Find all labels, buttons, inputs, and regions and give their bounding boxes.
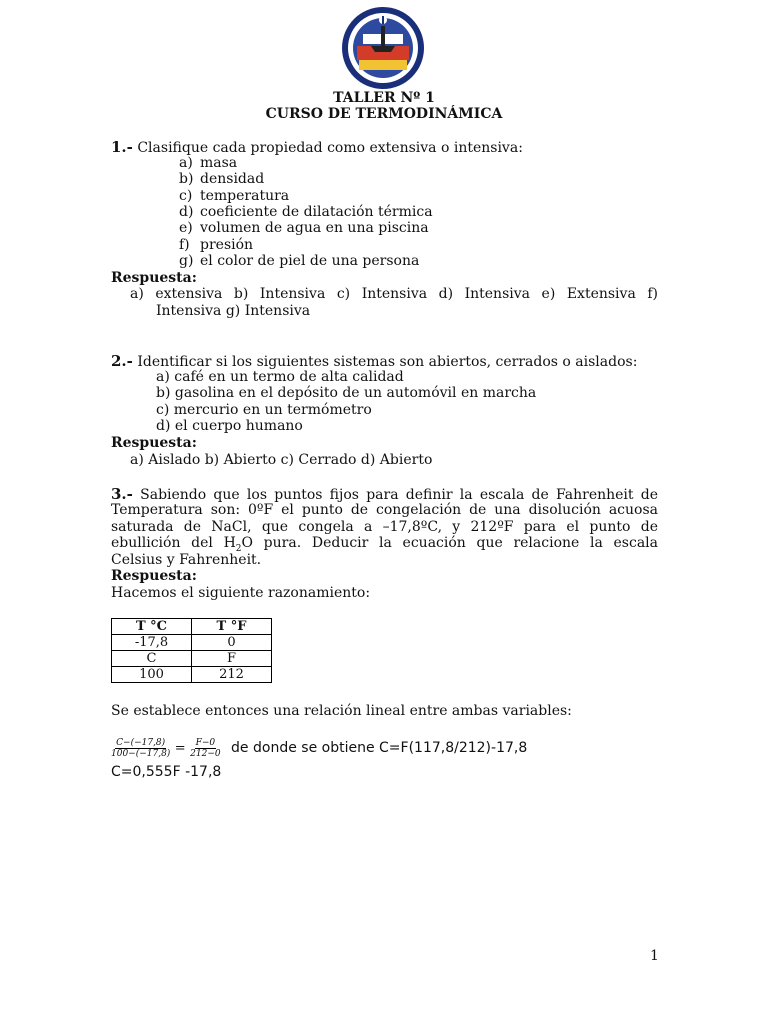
table-row (112, 635, 272, 651)
question-1-text: Clasifique cada propiedad como extensiva o intensiva: (137, 140, 523, 156)
list-item: c) mercurio en un termómetro (156, 402, 372, 418)
answer-1-line-2: Intensiva g) Intensiva (156, 303, 311, 319)
table-header-row (112, 619, 272, 635)
page-number: 1 (650, 948, 659, 964)
temperature-table (111, 618, 272, 683)
list-item: g) el color de piel de una persona (179, 253, 420, 269)
question-3-line-1: 3.- Sabiendo que los puntos fijos para definir la escala de Fahrenheit de (111, 485, 658, 503)
list-item: d) coeficiente de dilatación térmica (179, 204, 433, 220)
reasoning-text: Hacemos el siguiente razonamiento: (111, 585, 371, 601)
list-item: d) el cuerpo humano (156, 418, 303, 434)
table-cell: 212 (192, 667, 272, 683)
page-title: TALLER Nº 1 (333, 90, 435, 106)
answer-label-2: Respuesta: (111, 435, 197, 451)
fraction-fahrenheit: $\frac{F-0}{212-0}$ (190, 737, 221, 759)
table-cell: -17,8 (112, 635, 192, 651)
page-subtitle: CURSO DE TERMODINÁMICA (265, 106, 503, 122)
result-equation: C=0,555F -17,8 (111, 764, 222, 780)
derived-equation: de donde se obtiene C=F(117,8/212)-17,8 (231, 740, 528, 756)
equation: $\frac{C-(-17,8)}{100-(-17,8)}$ = $\frac{F-0}{212-0}$ de donde se obtiene C=F(117,8/212)-17,8 (111, 737, 528, 759)
question-1-number: 1.- (111, 138, 133, 156)
university-seal-logo (341, 6, 425, 90)
question-3-line-2: Temperatura son: 0ºF el punto de congelación de una disolución acuosa (111, 502, 658, 518)
question-3-line-5: Celsius y Fahrenheit. (111, 552, 262, 568)
table-row (112, 667, 272, 683)
question-2-number: 2.- (111, 352, 133, 370)
answer-label-1: Respuesta: (111, 270, 197, 286)
list-item: b) densidad (179, 171, 265, 187)
question-1 (111, 139, 523, 156)
question-2 (111, 353, 637, 370)
list-item: a) masa (179, 155, 238, 171)
table-header: T °C (112, 619, 192, 635)
question-3-number: 3.- (111, 485, 133, 503)
answer-1-line-1: a) extensiva b) Intensiva c) Intensiva d) Intensiva e) Extensiva f) (130, 286, 658, 302)
list-item: b) gasolina en el depósito de un automóvil en marcha (156, 385, 537, 401)
answer-label-3: Respuesta: (111, 568, 197, 584)
fraction-celsius: $\frac{C-(-17,8)}{100-(-17,8)}$ (111, 737, 171, 759)
table-cell: 100 (112, 667, 192, 683)
answer-2: a) Aislado b) Abierto c) Cerrado d) Abierto (130, 452, 433, 468)
table-cell: F (192, 651, 272, 667)
list-item: e) volumen de agua en una piscina (179, 220, 429, 236)
list-item: f) presión (179, 237, 254, 253)
question-2-text: Identificar si los siguientes sistemas son abiertos, cerrados o aislados: (137, 354, 638, 370)
table-cell: 0 (192, 635, 272, 651)
question-3-line-4: ebullición del $H_2O$ pura. Deducir la ecuación que relacione la escala (111, 535, 658, 554)
relation-text: Se establece entonces una relación lineal entre ambas variables: (111, 703, 572, 719)
table-header: T °F (192, 619, 272, 635)
list-item: c) temperatura (179, 188, 290, 204)
table-cell: C (112, 651, 192, 667)
table-row (112, 651, 272, 667)
list-item: a) café en un termo de alta calidad (156, 369, 404, 385)
question-3-line-3: saturada de NaCl, que congela a –17,8ºC, y 212ºF para el punto de (111, 519, 658, 535)
